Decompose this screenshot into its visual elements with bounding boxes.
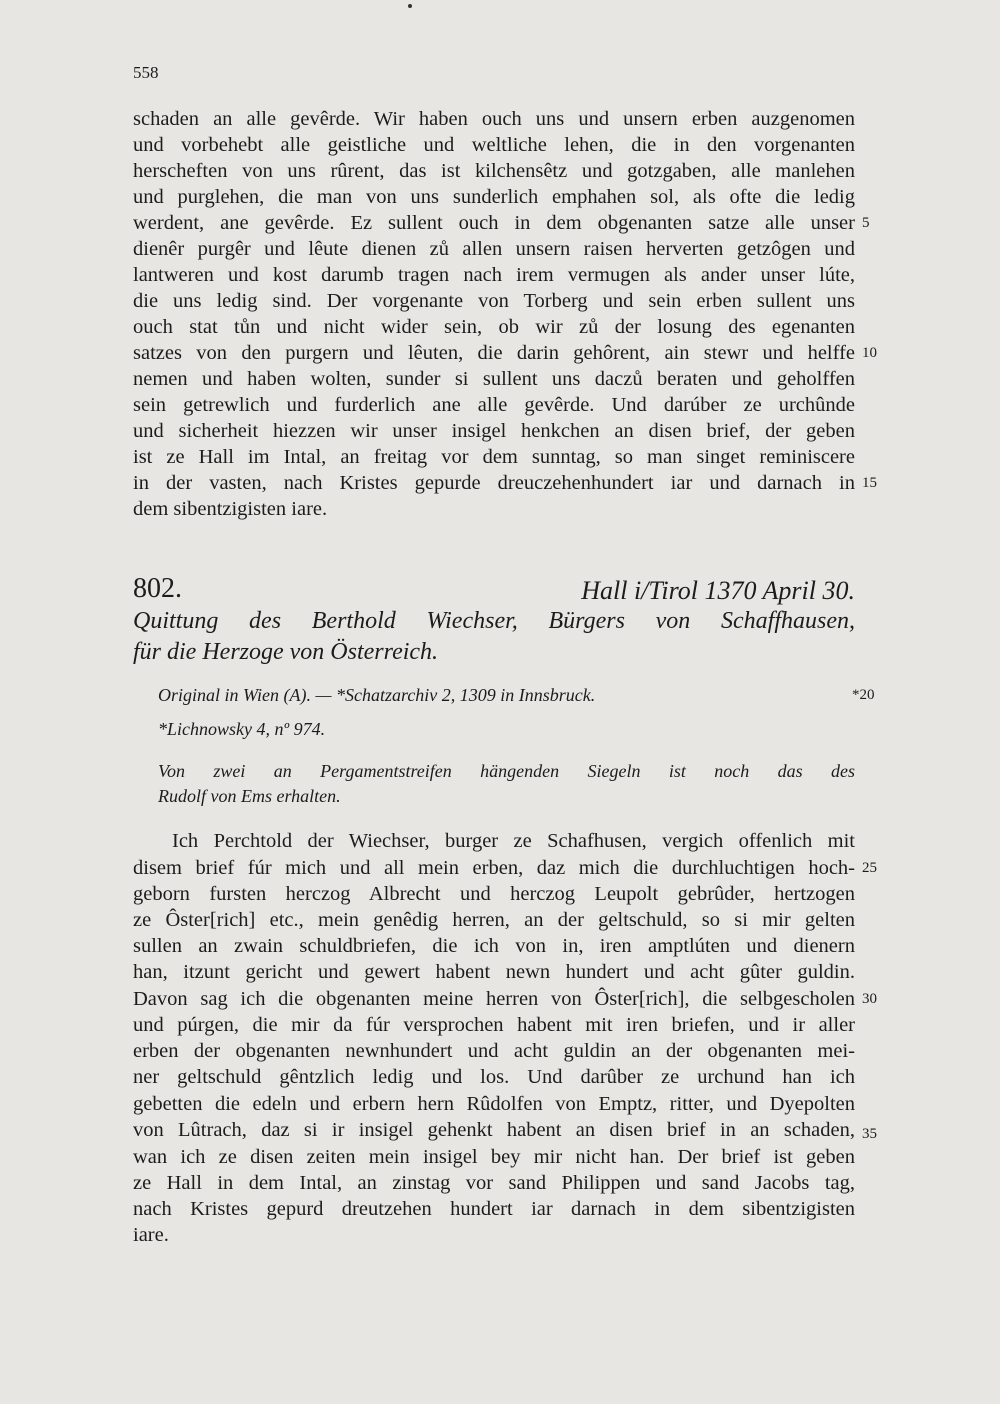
text-line: dem sibentzigisten iare. [133, 498, 328, 520]
text-line: ouch stat tůn und nicht wider sein, ob wir zů der losung des egenanten [133, 316, 855, 338]
line-number: 35 [862, 1126, 877, 1142]
text-line: nach Kristes gepurd dreutzehen hundert iar darnach in dem sibentzigisten [133, 1198, 855, 1220]
text-line: von Lûtrach, daz si ir insigel gehenkt habent an disen brief in an schaden, [133, 1119, 855, 1141]
text-line: lantweren und kost darumb tragen nach irem vermugen als ander unser lúte, [133, 264, 855, 286]
text-line: gebetten die edeln und erbern hern Rûdolfen von Emptz, ritter, und Dyepolten [133, 1093, 855, 1115]
text-line: sullen an zwain schuldbriefen, die ich von in, iren amptlúten und dienern [133, 935, 855, 957]
document-number: 802. [133, 573, 182, 604]
text-line: und vorbehebt alle geistliche und weltliche lehen, die in den vorgenanten [133, 134, 855, 156]
text-line: han, itzunt gericht und gewert habent newn hundert und acht gûter guldin. [133, 961, 855, 983]
text-line: ze Hall in dem Intal, an zinstag vor sand Philippen und sand Jacobs tag, [133, 1172, 855, 1194]
line-number: 10 [862, 345, 877, 361]
text-line: satzes von den purgern und lêuten, die darin gehôrent, ain stewr und helffe [133, 342, 855, 364]
ink-speck [408, 4, 412, 8]
text-line: und sicherheit hiezzen wir unser insigel henkchen an disen brief, der geben [133, 420, 855, 442]
source-note: Original in Wien (A). — *Schatzarchiv 2, 1309 in Innsbruck. [158, 685, 596, 705]
text-line: wan ich ze disen zeiten mein insigel bey mir nicht han. Der brief ist geben [133, 1146, 855, 1168]
text-line: ze Ôster[rich] etc., mein genêdig herren, an der geltschuld, so si mir gelten [133, 909, 855, 931]
text-line: erben der obgenanten newnhundert und acht guldin an der obgenanten mei- [133, 1040, 855, 1062]
text-line: in der vasten, nach Kristes gepurde dreuczehenhundert iar und darnach in [133, 472, 855, 494]
document-title: Quittung des Berthold Wiechser, Bürgers von Schaffhausen, [133, 608, 855, 634]
text-line: nemen und haben wolten, sunder si sullent uns daczů beraten und geholffen [133, 368, 855, 390]
text-line: Davon sag ich die obgenanten meine herren von Ôster[rich], die selbgescholen [133, 988, 855, 1010]
text-line: herscheften von uns rûrent, das ist kilchensêtz und gotzgaben, alle manlehen [133, 160, 855, 182]
text-line: sein getrewlich und furderlich ane alle gevêrde. Und darúber ze urchûnde [133, 394, 855, 416]
line-number: 30 [862, 991, 877, 1007]
document-title-continued: für die Herzoge von Österreich. [133, 639, 439, 665]
line-number: 5 [862, 215, 870, 231]
text-line: geborn fursten herczog Albrecht und herczog Leupolt gebrûder, hertzogen [133, 883, 855, 905]
source-note-continued: *Lichnowsky 4, nº 974. [158, 719, 326, 739]
line-number: *20 [852, 687, 875, 703]
text-line: ist ze Hall im Intal, an freitag vor dem sunntag, so man singet reminiscere [133, 446, 855, 468]
text-line: dienêr purgêr und lêute dienen zů allen unsern raisen herverten getzôgen und [133, 238, 855, 260]
page-number: 558 [133, 63, 159, 82]
line-number: 15 [862, 475, 877, 491]
text-line: disem brief fúr mich und all mein erben, daz mich die durchluchtigen hoch- [133, 857, 855, 879]
text-line: werdent, ane gevêrde. Ez sullent ouch in dem obgenanten satze alle unser [133, 212, 855, 234]
text-line: schaden an alle gevêrde. Wir haben ouch uns und unsern erben auzgenomen [133, 108, 855, 130]
line-number: 25 [862, 860, 877, 876]
seal-note: Von zwei an Pergamentstreifen hängenden Siegeln ist noch das des [158, 761, 855, 781]
text-line: ner geltschuld gêntzlich ledig und los. Und darûber ze urchund han ich [133, 1066, 855, 1088]
text-line: Ich Perchtold der Wiechser, burger ze Schafhusen, vergich offenlich mit [172, 830, 855, 852]
seal-note-continued: Rudolf von Ems erhalten. [158, 786, 341, 806]
text-line: und púrgen, die mir da fúr versprochen habent mit iren briefen, und ir aller [133, 1014, 855, 1036]
text-line: iare. [133, 1224, 169, 1246]
text-line: und purglehen, die man von uns sunderlich emphahen sol, als ofte die ledig [133, 186, 855, 208]
text-line: die uns ledig sind. Der vorgenante von Torberg und sein erben sullent uns [133, 290, 855, 312]
document-place-date: Hall i/Tirol 1370 April 30. [581, 576, 855, 605]
